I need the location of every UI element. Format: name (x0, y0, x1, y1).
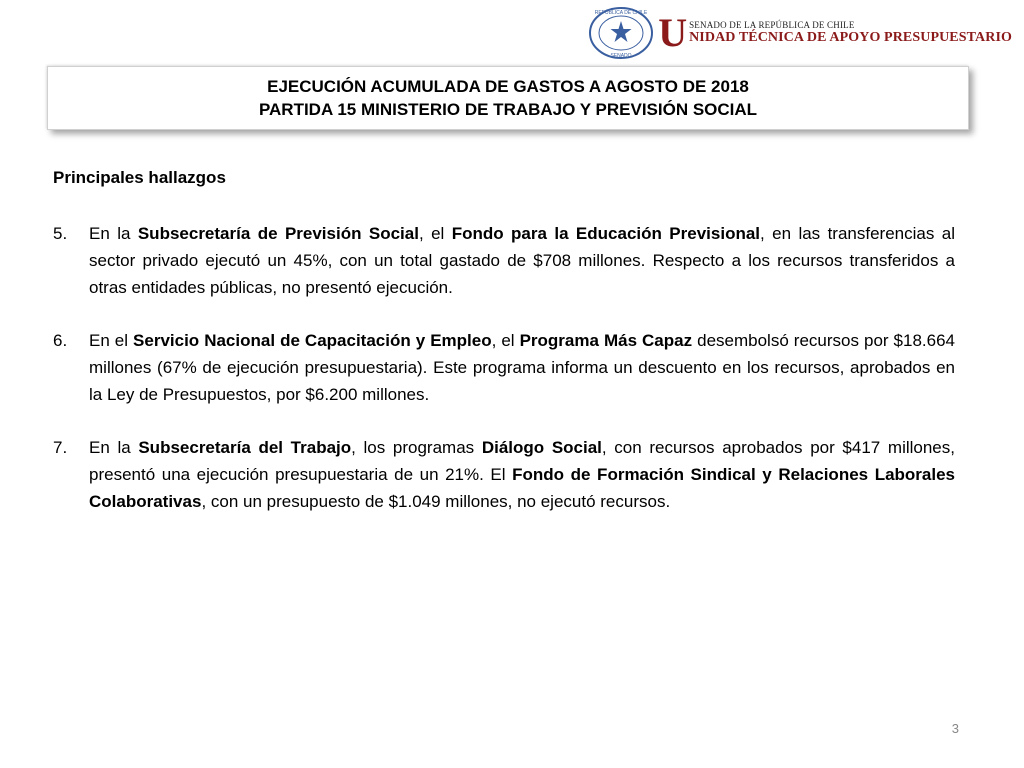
finding-number: 5. (53, 224, 68, 243)
finding-text-run: , con un presupuesto de $1.049 millones, no ejecutó recursos. (201, 492, 671, 511)
header-logo (588, 6, 1012, 60)
finding-number: 7. (53, 438, 68, 457)
finding-item (53, 220, 955, 301)
finding-emphasis: Subsecretaría de Previsión Social (137, 224, 419, 243)
slide-title-box (47, 66, 969, 130)
finding-item (53, 434, 955, 515)
finding-text-run: , el (491, 331, 520, 350)
brand-wordmark (658, 10, 1012, 55)
finding-emphasis: Fondo de Formación Sindical y Relaciones Laborales Colaborativas (89, 465, 955, 511)
brand-senate-line: SENADO DE LA REPÚBLICA DE CHILE (689, 20, 855, 30)
finding-text-run: , los programas (351, 438, 482, 457)
finding-text-run: , el (418, 224, 452, 243)
finding-number: 6. (53, 331, 68, 350)
svg-text:REPÚBLICA DE CHILE: REPÚBLICA DE CHILE (594, 10, 648, 16)
finding-text (89, 220, 955, 301)
slide-title-line-1: EJECUCIÓN ACUMULADA DE GASTOS A AGOSTO DE 2018 (267, 77, 749, 96)
finding-text (89, 327, 955, 408)
senado-seal-icon (588, 6, 654, 60)
brand-unit-line: NIDAD TÉCNICA DE APOYO PRESUPUESTARIO (689, 30, 1012, 45)
finding-emphasis: Fondo para la Educación Previsional (451, 224, 761, 243)
finding-text-run: , en las transferencias al sector privado ejecutó un 45%, con un total gastado de $708 millones. Respecto a los recursos transferidos a otras entidades públicas, no presentó ejecución. (89, 224, 955, 297)
finding-item (53, 327, 955, 408)
finding-text-run: En la (89, 224, 138, 243)
page-number: 3 (951, 721, 959, 736)
finding-text-run: En el (89, 331, 134, 350)
finding-text-run: desembolsó recursos por $18.664 millones (67% de ejecución presupuestaria). Este programa informa un descuento en los recursos, aprobados en la Ley de Presupuestos, por $6.200 millones. (89, 331, 956, 404)
finding-emphasis: Servicio Nacional de Capacitación y Empleo (133, 331, 492, 350)
svg-text:SENADO: SENADO (610, 53, 632, 59)
finding-text-run: , con recursos aprobados por $417 millones, presentó una ejecución presupuestaria de un 21%. El (89, 438, 955, 484)
finding-text (89, 434, 955, 515)
finding-emphasis: Programa Más Capaz (519, 331, 693, 350)
findings-list (53, 220, 955, 541)
finding-emphasis: Diálogo Social (481, 438, 602, 457)
brand-initial: U (658, 10, 688, 55)
finding-emphasis: Subsecretaría del Trabajo (138, 438, 352, 457)
slide-title-line-2: PARTIDA 15 MINISTERIO DE TRABAJO Y PREVISIÓN SOCIAL (258, 100, 758, 119)
finding-text-run: En la (89, 438, 139, 457)
section-heading: Principales hallazgos (53, 168, 226, 187)
